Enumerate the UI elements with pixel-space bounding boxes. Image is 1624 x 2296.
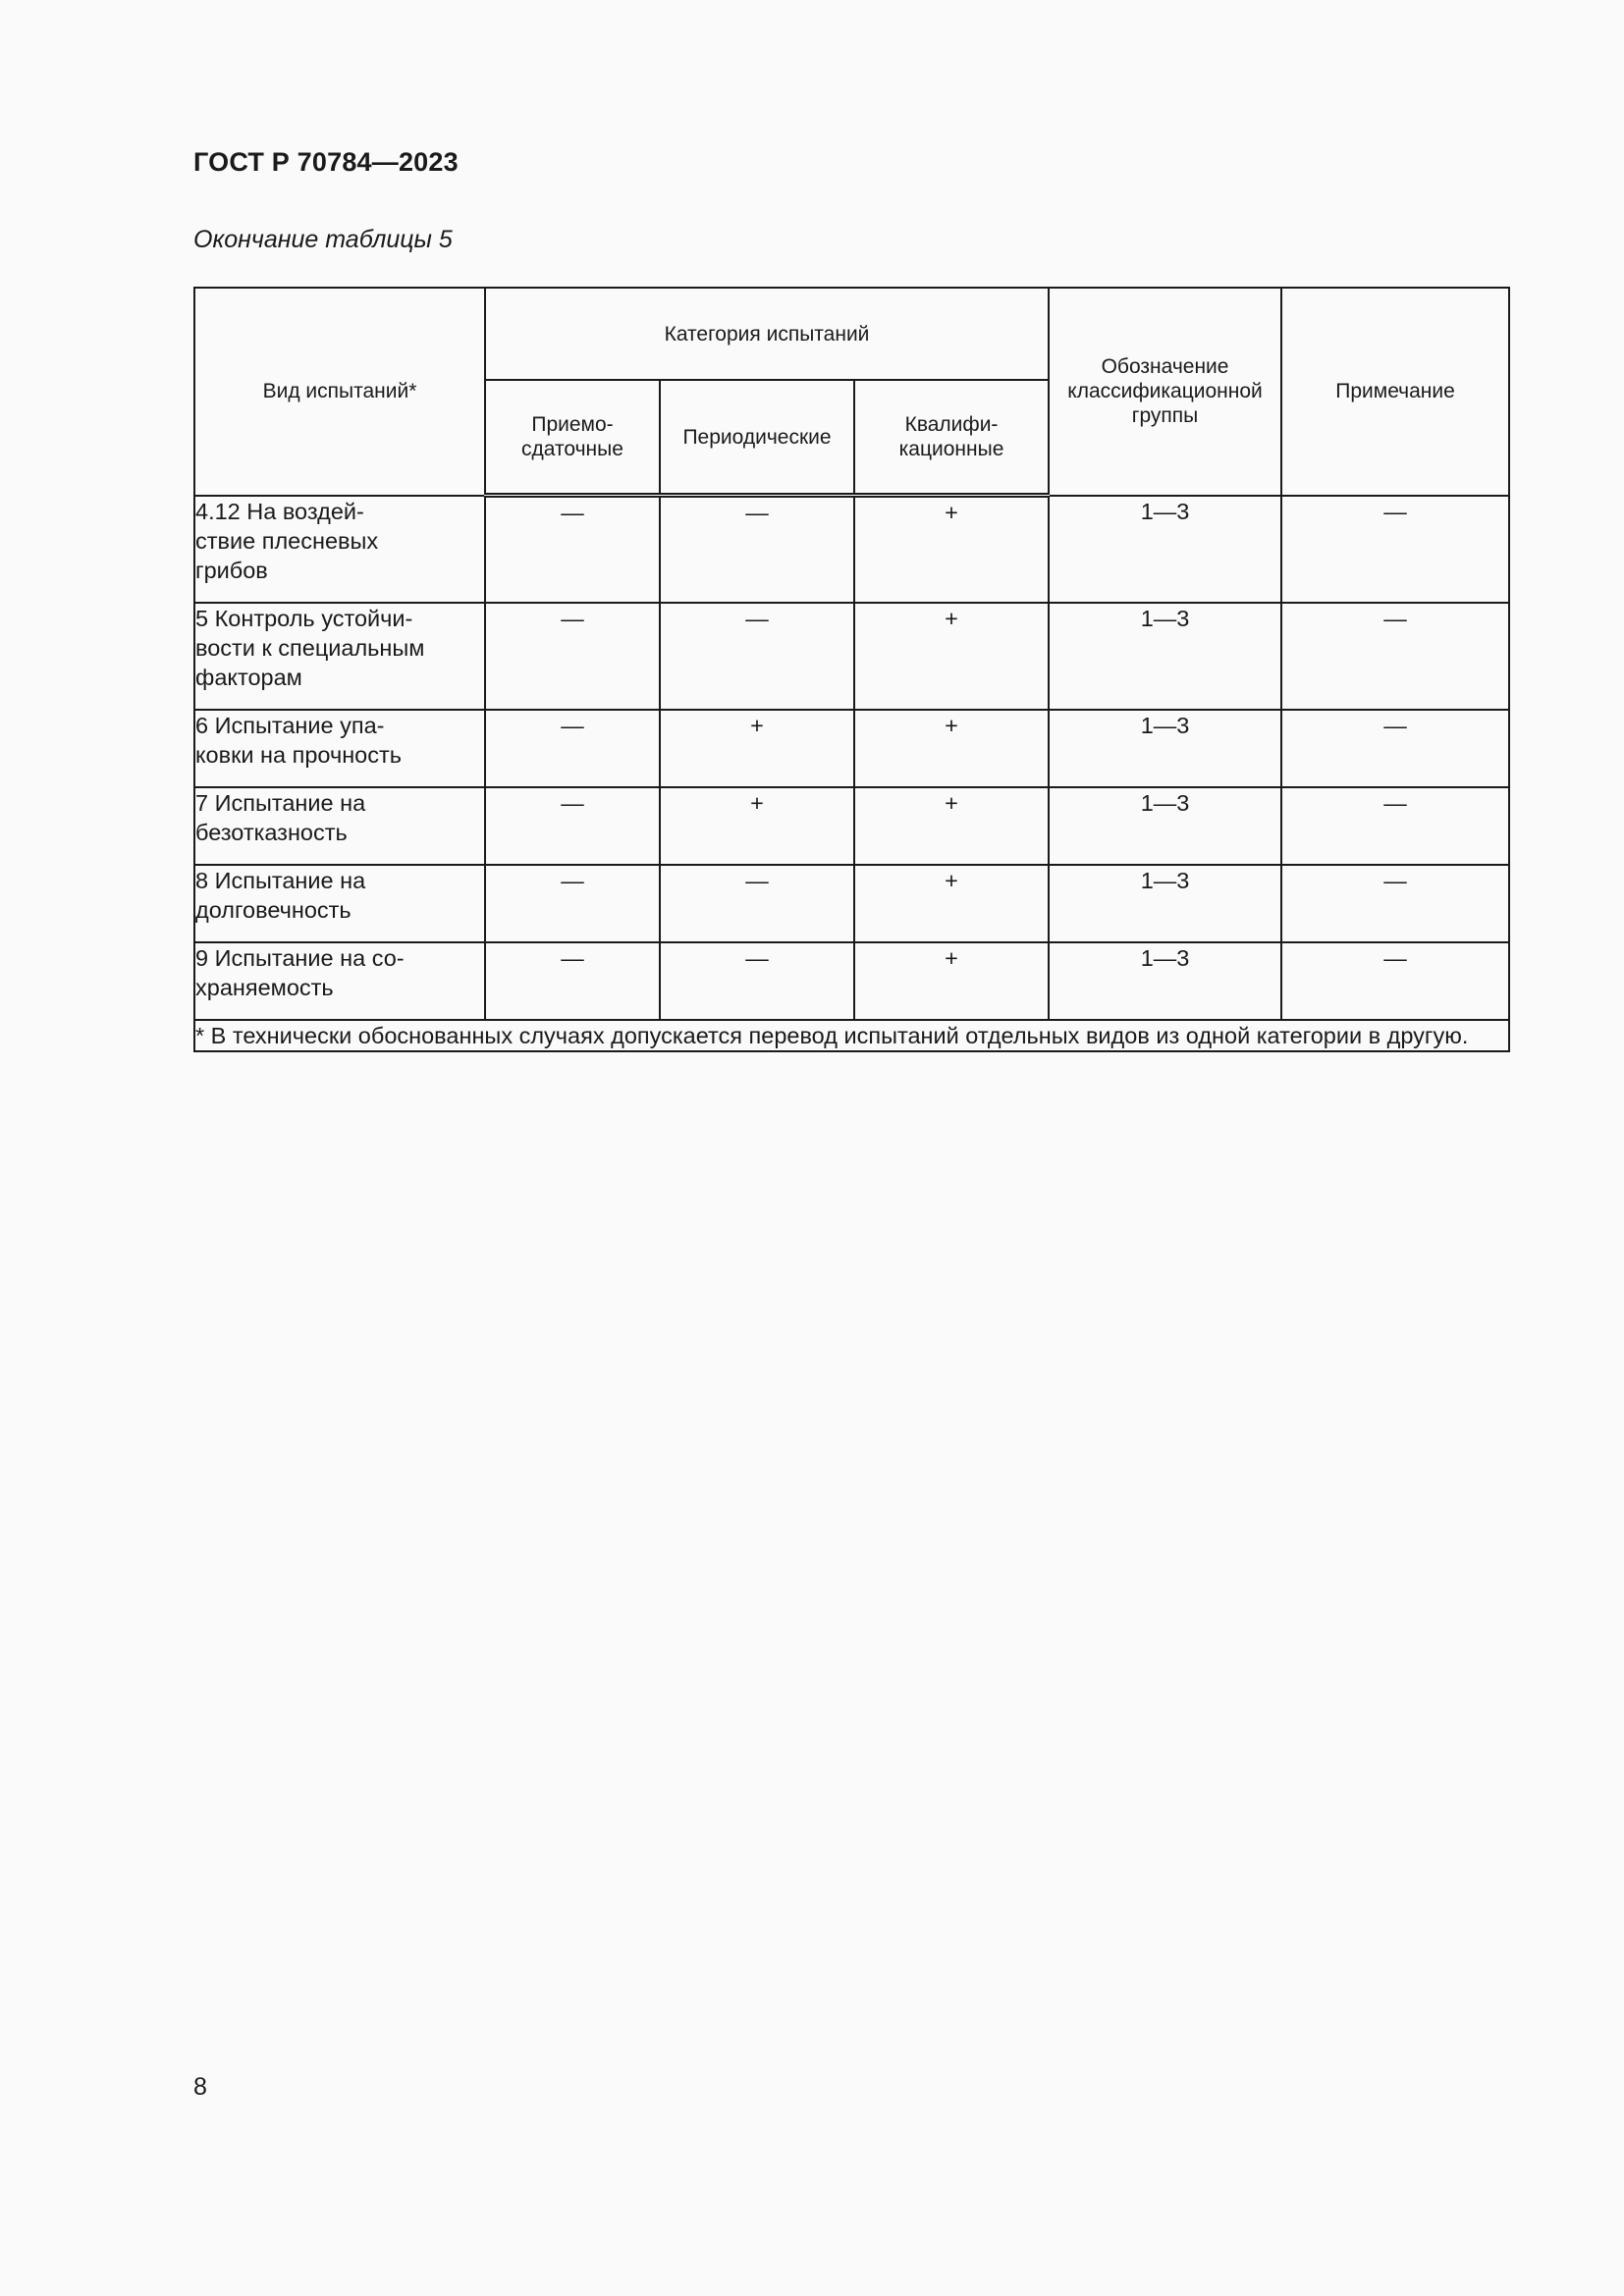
acceptance-cell: — (485, 710, 660, 787)
qualification-cell: + (854, 710, 1049, 787)
note-cell: — (1281, 710, 1509, 787)
group-cell: 1—3 (1049, 787, 1281, 865)
col-header-periodic: Периодические (660, 380, 854, 496)
periodic-cell: + (660, 787, 854, 865)
test-name-cell: 5 Контроль устойчи- вости к специальным факторам (194, 603, 485, 710)
table-row (194, 865, 1509, 942)
note-cell: — (1281, 865, 1509, 942)
note-cell: — (1281, 496, 1509, 603)
col-header-test-type: Вид испытаний* (194, 288, 485, 496)
test-name-cell: 7 Испытание на безотказность (194, 787, 485, 865)
periodic-cell: — (660, 603, 854, 710)
col-header-acceptance: Приемо- сдаточные (485, 380, 660, 496)
page-number: 8 (193, 2073, 207, 2101)
group-cell: 1—3 (1049, 710, 1281, 787)
group-cell: 1—3 (1049, 496, 1281, 603)
periodic-cell: — (660, 942, 854, 1020)
col-header-designation: Обозначение классификационной группы (1049, 288, 1281, 496)
group-cell: 1—3 (1049, 942, 1281, 1020)
acceptance-cell: — (485, 603, 660, 710)
table-row (194, 603, 1509, 710)
group-cell: 1—3 (1049, 865, 1281, 942)
table-row (194, 496, 1509, 603)
group-cell: 1—3 (1049, 603, 1281, 710)
col-header-note: Примечание (1281, 288, 1509, 496)
test-categories-table (193, 287, 1510, 1052)
qualification-cell: + (854, 787, 1049, 865)
test-name-cell: 4.12 На воздей- ствие плесневых грибов (194, 496, 485, 603)
acceptance-cell: — (485, 787, 660, 865)
table-header-row (194, 288, 1509, 380)
acceptance-cell: — (485, 865, 660, 942)
periodic-cell: — (660, 496, 854, 603)
document-header: ГОСТ Р 70784—2023 (193, 147, 459, 177)
test-name-cell: 9 Испытание на со- храняемость (194, 942, 485, 1020)
periodic-cell: — (660, 865, 854, 942)
table-row (194, 942, 1509, 1020)
test-name-cell: 6 Испытание упа- ковки на прочность (194, 710, 485, 787)
note-cell: — (1281, 942, 1509, 1020)
table-caption: Окончание таблицы 5 (193, 226, 453, 253)
table-footnote: * В технически обоснованных случаях допускается перевод испытаний отдельных видов из одной категории в другую. (194, 1020, 1509, 1051)
note-cell: — (1281, 603, 1509, 710)
col-header-category: Категория испытаний (485, 288, 1049, 380)
test-name-cell: 8 Испытание на долговечность (194, 865, 485, 942)
col-header-qualification: Квалифи- кационные (854, 380, 1049, 496)
table-row (194, 710, 1509, 787)
acceptance-cell: — (485, 942, 660, 1020)
qualification-cell: + (854, 603, 1049, 710)
table-row (194, 787, 1509, 865)
table-footnote-row (194, 1020, 1509, 1051)
qualification-cell: + (854, 942, 1049, 1020)
qualification-cell: + (854, 865, 1049, 942)
acceptance-cell: — (485, 496, 660, 603)
note-cell: — (1281, 787, 1509, 865)
qualification-cell: + (854, 496, 1049, 603)
periodic-cell: + (660, 710, 854, 787)
